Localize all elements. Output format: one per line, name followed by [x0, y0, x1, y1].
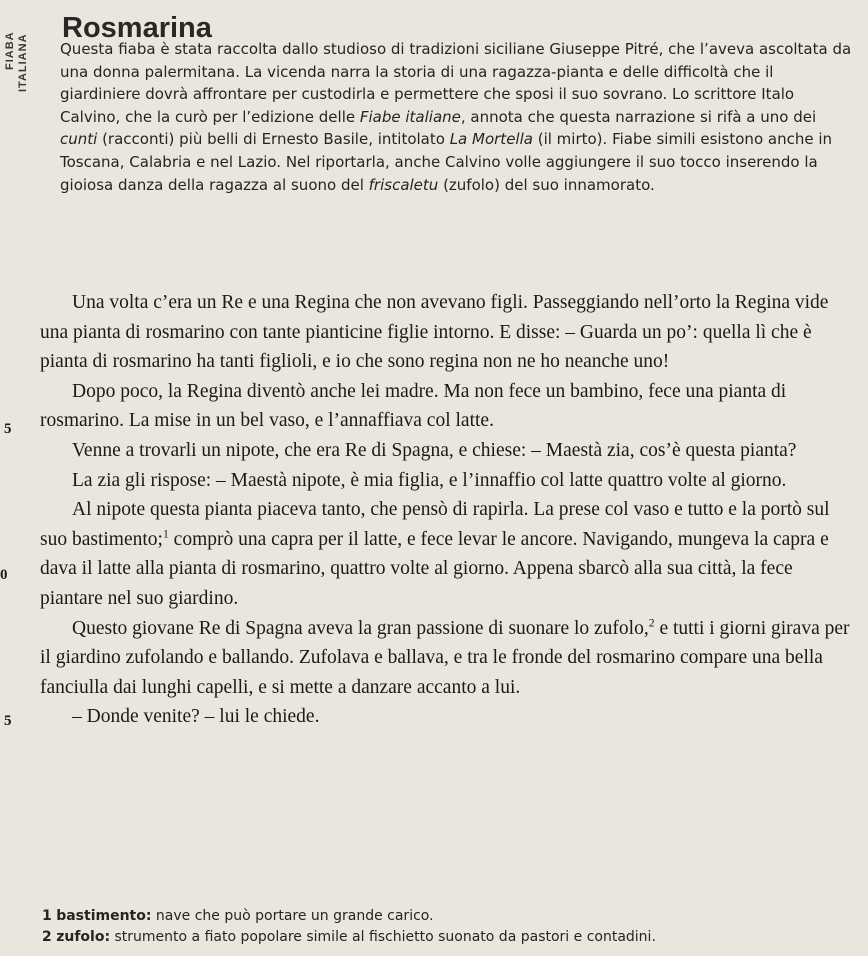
footnotes [42, 906, 862, 948]
footnote-ref-2: 2 [648, 616, 655, 630]
story-paragraph-6 [40, 614, 858, 703]
intro-mortella: La Mortella [449, 130, 533, 149]
line-number-5: 5 [4, 421, 12, 437]
footnote-1-term: bastimento: [56, 908, 152, 924]
story-paragraph-5 [40, 495, 858, 613]
story-paragraph-6b: e tutti i giorni girava per il giardino zufolando e ballando. Zufolava e ballava, e tra le fronde del rosmarino compare una bella fanciulla dai lunghi capelli, e si mette a danzare accanto a lui. [40, 617, 850, 698]
story-paragraph-5a: Al nipote questa pianta piaceva tanto, che pensò di rapirla. La prese col vaso e tutto e la portò sul suo bastimento; [40, 499, 830, 550]
footnote-2 [42, 927, 862, 948]
footnote-1-number: 1 [42, 908, 52, 924]
story-paragraph-2: Dopo poco, la Regina diventò anche lei madre. Ma non fece un bambino, fece una pianta di rosmarino. La mise in un bel vaso, e l’annaffiava col latte. [40, 380, 787, 432]
story-paragraph-6a: Questo giovane Re di Spagna aveva la gran passione di suonare lo zufolo, [72, 617, 649, 639]
intro-text-4: (il mirto). Fiabe simili esistono anche in Toscana, Calabria e nel Lazio. Nel riportarla, anche Calvino volle aggiungere il suo tocco inserendo la gioiosa danza della ragazza al suono del [60, 130, 833, 194]
story-paragraph-1: Una volta c’era un Re e una Regina che non avevano figli. Passeggiando nell’orto la Regina vide una pianta di rosmarino con tante pianticine figlie intorno. E disse: – Guarda un po’: quella lì che è pianta di rosmarino ha tanti figlioli, e io che sono regina non ne ho neanche uno! [40, 292, 829, 373]
footnote-2-number: 2 [42, 929, 52, 945]
story-paragraph-7: – Donde venite? – lui le chiede. [72, 706, 320, 728]
story-paragraph-4: La zia gli rispose: – Maestà nipote, è mia figlia, e l’innaffio col latte quattro volte al giorno. [72, 469, 787, 491]
section-tag-top: FIABA [4, 31, 16, 70]
intro-text-1: Questa fiaba è stata raccolta dallo studioso di tradizioni siciliane Giuseppe Pitré, che l’aveva ascoltata da una donna palermitana. La vicenda narra la storia di una ragazza-pianta e delle difficoltà che il giardiniere dovrà affrontare per custodirla e permettere che sposi il suo sovrano. Lo scrittore Italo Calvino, che la curò per l’edizione delle [60, 40, 852, 126]
intro-text-5: (zufolo) del suo innamorato. [438, 175, 655, 194]
page-title: Rosmarina [62, 12, 212, 44]
intro-cunti: cunti [60, 130, 98, 149]
intro-text-2: , annota che questa narrazione si rifà a uno dei [460, 107, 817, 126]
footnote-2-term: zufolo: [56, 929, 111, 945]
line-number-10: 0 [0, 567, 8, 583]
story-text [40, 288, 858, 732]
intro-book-title: Fiabe italiane [359, 107, 461, 126]
intro-text-3: (racconti) più belli di Ernesto Basile, intitolato [97, 130, 450, 149]
intro-friscaletu: friscaletu [368, 175, 439, 194]
footnote-ref-1: 1 [162, 527, 169, 541]
section-tag [0, 24, 42, 94]
story-paragraph-3: Venne a trovarli un nipote, che era Re di Spagna, e chiese: – Maestà zia, cos’è questa pianta? [72, 439, 797, 461]
story-paragraph-5b: comprò una capra per il latte, e fece levar le ancore. Navigando, mungeva la capra e dava il latte alla pianta di rosmarino, quattro volte al giorno. Appena sbarcò alla sua città, la fece piantare nel suo giardino. [40, 528, 829, 609]
footnote-2-text: strumento a fiato popolare simile al fischietto suonato da pastori e contadini. [110, 929, 656, 945]
footnote-1-text: nave che può portare un grande carico. [151, 908, 434, 924]
section-tag-bottom: ITALIANA [17, 33, 29, 92]
footnote-1 [42, 906, 862, 927]
intro-paragraph [60, 38, 858, 196]
line-number-15: 5 [4, 713, 12, 729]
